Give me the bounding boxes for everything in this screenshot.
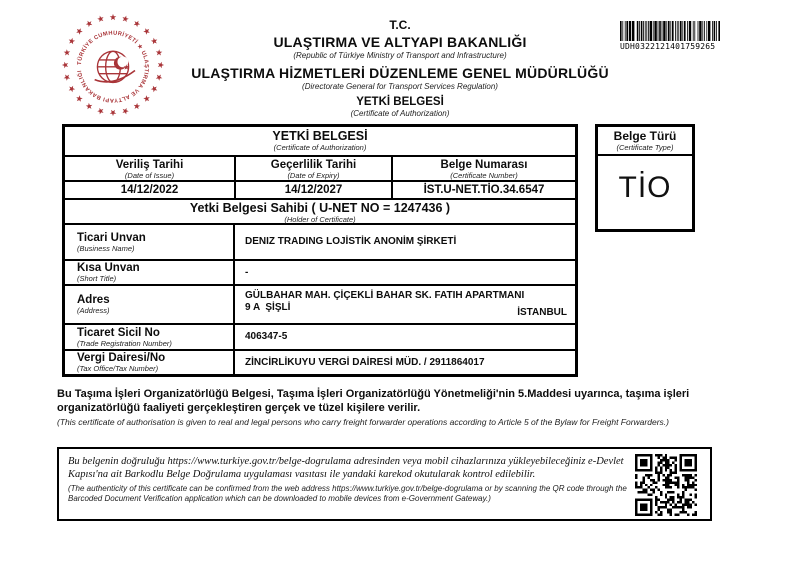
trade-registration-label: Ticaret Sicil No bbox=[77, 326, 160, 339]
col-header-certificate-number: Belge Numarası (Certificate Number) bbox=[440, 159, 528, 180]
regulation-note-tr: Bu Taşıma İşleri Organizatörlüğü Belgesi, Taşıma İşleri Organizatörlüğü Yönetmeliği'nin 5.Maddesi uyarınca, taşıma işleri organizatörlüğü faaliyeti gerçekleştiren gerçek ve tüzel kişilere verilir. bbox=[57, 388, 690, 414]
trade-registration-label-en: (Trade Registration Number) bbox=[77, 338, 172, 348]
letterhead-tc: T.C. bbox=[389, 18, 411, 32]
address-line-1: GÜLBAHAR MAH. ÇİÇEKLİ BAHAR SK. FATIH APARTMANI bbox=[245, 290, 525, 301]
col-header-expiry-date: Geçerlilik Tarihi (Date of Expiry) bbox=[236, 157, 393, 180]
letterhead-ministry-en: (Republic of Türkiye Ministry of Transport and Infrastructure) bbox=[293, 51, 507, 60]
tax-office-value: ZİNCİRLİKUYU VERGİ DAİRESİ MÜD. / 2911864017 bbox=[245, 356, 485, 368]
holder-title: Yetki Belgesi Sahibi ( U-NET NO = 1247436 ) bbox=[189, 201, 451, 215]
col-header-issue-date: Veriliş Tarihi (Date of Issue) bbox=[65, 157, 236, 180]
field-row-tax-office bbox=[65, 351, 575, 374]
holder-row bbox=[65, 200, 575, 225]
short-title-label-en: (Short Title) bbox=[77, 274, 117, 283]
document-barcode bbox=[620, 21, 720, 51]
business-name-label: Ticari Unvan bbox=[77, 231, 146, 244]
field-row-short-title bbox=[65, 261, 575, 286]
certificate-title-en: (Certificate of Authorization) bbox=[273, 143, 367, 152]
certificate-column-values bbox=[65, 182, 575, 200]
address-city: İSTANBUL bbox=[517, 307, 567, 318]
holder-title-en: (Holder of Certificate) bbox=[284, 215, 356, 224]
letterhead-doc-title: YETKİ BELGESİ bbox=[356, 96, 444, 108]
field-row-trade-registration bbox=[65, 325, 575, 351]
regulation-note bbox=[57, 388, 757, 427]
certificate-title: YETKİ BELGESİ bbox=[272, 129, 368, 143]
expiry-date-value: 14/12/2027 bbox=[236, 182, 393, 198]
certificate-type-label-en: (Certificate Type) bbox=[616, 143, 674, 152]
certificate-type-label: Belge Türü bbox=[613, 129, 677, 143]
certificate-type-box bbox=[595, 124, 695, 232]
trade-registration-value: 406347-5 bbox=[245, 331, 288, 342]
field-row-address bbox=[65, 286, 575, 325]
barcode-value: UDH0322121401759265 bbox=[620, 42, 716, 51]
letterhead-directorate-en: (Directorate General for Transport Services Regulation) bbox=[302, 82, 498, 91]
letterhead-directorate: ULAŞTIRMA HİZMETLERİ DÜZENLEME GENEL MÜDÜRLÜĞÜ bbox=[191, 65, 609, 81]
field-row-business-name bbox=[65, 225, 575, 261]
letterhead bbox=[150, 18, 650, 118]
seal-ring-text: TÜRKİYE CUMHURİYETİ ★ ULAŞTIRMA VE ALTYAPI BAKANLIĞI bbox=[76, 30, 150, 103]
qr-code-icon bbox=[635, 454, 697, 516]
verification-text-en: (The authenticity of this certificate can be confirmed from the web address https://www.turkiye.gov.tr/belge-dogrulama or by scanning the QR code through the Barcoded Document Verification application which can be downloaded to mobile devices from e-Government Gateway.) bbox=[68, 484, 627, 503]
verification-box bbox=[57, 447, 712, 521]
business-name-value: DENIZ TRADING LOJİSTİK ANONİM ŞİRKETİ bbox=[245, 236, 457, 247]
verification-text-tr: Bu belgenin doğruluğu https://www.turkiye.gov.tr/belge-dogrulama adresinden veya mobil cihazlarınıza yükleyebileceğiniz e-Devlet Kapısı'na ait Barkodlu Belge Doğrulama uygulaması vasıtası ile yandaki karekod okutularak kontrol edilebilir. bbox=[68, 456, 624, 480]
barcode-icon bbox=[620, 21, 720, 41]
letterhead-doc-title-en: (Certificate of Authorization) bbox=[350, 109, 450, 118]
certificate-number-value: İST.U-NET.TİO.34.6547 bbox=[423, 184, 545, 196]
short-title-value: - bbox=[245, 266, 249, 278]
tax-office-label: Vergi Dairesi/No bbox=[77, 352, 166, 364]
certificate-table bbox=[62, 124, 578, 377]
address-line-2: 9 A ŞİŞLİ bbox=[245, 302, 291, 313]
address-value bbox=[235, 286, 575, 323]
business-name-label-en: (Business Name) bbox=[77, 243, 135, 253]
certificate-title-row bbox=[65, 127, 575, 157]
certificate-type-value: TİO bbox=[618, 171, 672, 204]
seal-globe-icon bbox=[95, 51, 135, 82]
tax-office-label-en: (Tax Office/Tax Number) bbox=[77, 364, 159, 373]
certificate-column-headers bbox=[65, 157, 575, 182]
seal-crescent-star-icon bbox=[114, 56, 129, 69]
issue-date-value: 14/12/2022 bbox=[65, 182, 236, 198]
address-label: Adres bbox=[77, 294, 110, 306]
address-label-en: (Address) bbox=[77, 306, 110, 315]
regulation-note-en: (This certificate of authorisation is given to real and legal persons who carry freight forwarder operations according to Article 5 of the Bylaw for Freight Forwarders.) bbox=[57, 417, 669, 427]
letterhead-ministry: ULAŞTIRMA VE ALTYAPI BAKANLIĞI bbox=[273, 34, 527, 50]
short-title-label: Kısa Unvan bbox=[77, 262, 140, 274]
